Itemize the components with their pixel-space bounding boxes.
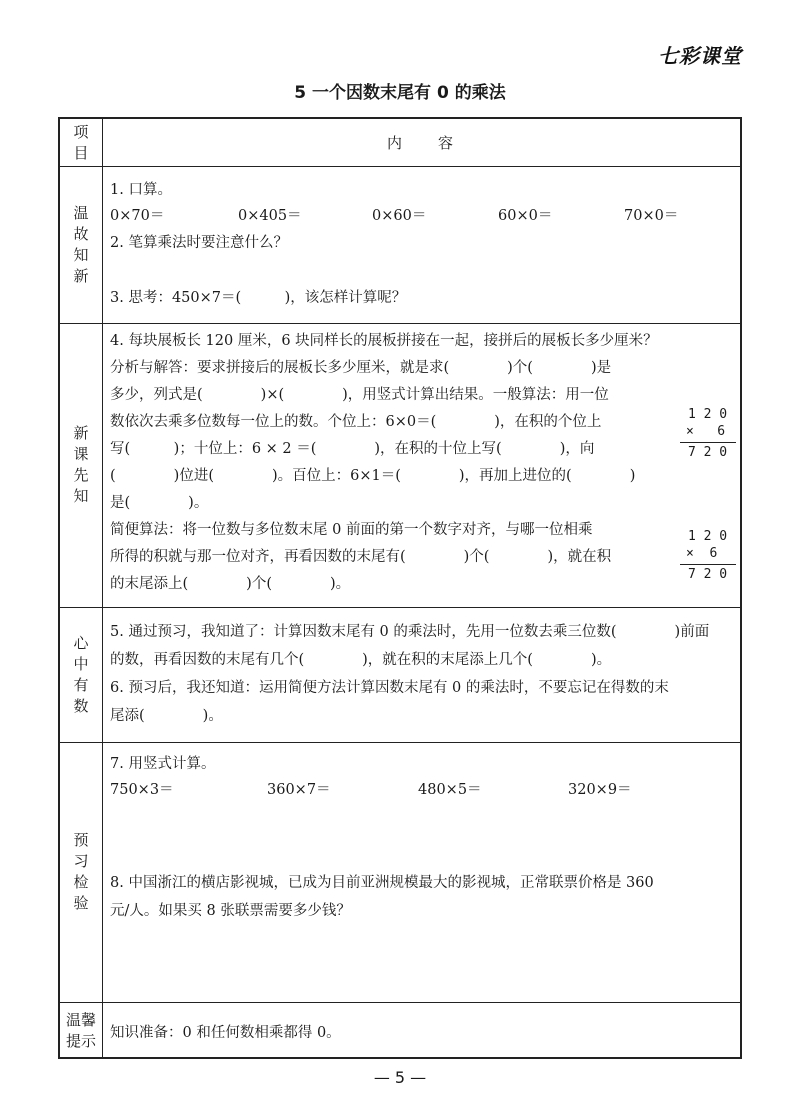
label-char: 知 — [73, 487, 89, 505]
text-line: 简便算法：将一位数与多位数末尾 0 前面的第一个数字对齐，与哪一位相乘 — [110, 522, 593, 538]
text-line: 所得的积就与那一位对齐，再看因数的末尾有( )个( )，就在积 — [110, 549, 612, 565]
section-tips — [110, 1002, 736, 1059]
question-4: 4. 每块展板长 120 厘米，6 块同样长的展板拼接在一起，接拼后的展板长多少厘米？ — [110, 333, 658, 349]
label-char: 有 — [73, 675, 89, 694]
question-8: 8. 中国浙江的横店影视城，已成为目前亚洲规模最大的影视城，正常联票价格是 360 — [110, 875, 654, 891]
section-label-tips — [60, 1002, 102, 1059]
calc-rule — [680, 564, 736, 565]
header-item-label — [60, 119, 102, 166]
calc-multiplier: × 6 — [686, 546, 718, 561]
label-char: 新 — [73, 266, 89, 285]
vertical-calc-1 — [680, 407, 736, 467]
section-label-new-lesson — [60, 323, 102, 607]
text-line: 分析与解答：要求拼接后的展板长多少厘米，就是求( )个( )是 — [110, 360, 612, 376]
text-line: 的末尾添上( )个( )。 — [110, 576, 351, 592]
question-5: 5. 通过预习，我知道了：计算因数末尾有 0 的乘法时，先用一位数去乘三位数( )前面 — [110, 624, 710, 640]
header-content-label: 内 容 — [386, 134, 455, 152]
oral-item: 0×405＝ — [238, 208, 302, 224]
text-line: 数依次去乘多位数每一位上的数。个位上：6×0＝( )，在积的个位上 — [110, 414, 602, 430]
label-char: 提示 — [65, 1031, 96, 1050]
oral-item: 70×0＝ — [624, 208, 679, 224]
header-char: 项 — [73, 122, 89, 141]
text-line: 是( )。 — [110, 495, 209, 511]
section-in-mind — [110, 607, 736, 742]
lesson-table — [58, 117, 742, 1059]
text-line: 写( )；十位上：6 × 2 ＝( )，在积的十位上写( )，向 — [110, 441, 595, 457]
calc-problem: 750×3＝ — [110, 782, 174, 798]
label-char: 温馨 — [65, 1010, 96, 1029]
calc-problem: 480×5＝ — [418, 782, 482, 798]
calc-problem: 360×7＝ — [267, 782, 331, 798]
label-char: 温 — [73, 203, 89, 222]
calc-multiplier: × 6 — [686, 424, 726, 439]
section-label-preview-check — [60, 742, 102, 1002]
page-number: — 5 — — [373, 1068, 427, 1087]
label-char: 新 — [73, 424, 89, 442]
text-line: 元/人。如果买 8 张联票需要多少钱？ — [110, 903, 351, 919]
oral-item: 0×70＝ — [110, 208, 165, 224]
label-char: 课 — [73, 445, 89, 463]
column-divider — [102, 119, 103, 1057]
text-line: ( )位进( )。百位上：6×1＝( )，再加上进位的( ) — [110, 468, 636, 484]
header-char: 目 — [73, 143, 89, 162]
label-char: 心 — [73, 633, 89, 652]
label-char: 先 — [73, 466, 89, 484]
question-7: 7. 用竖式计算。 — [110, 756, 216, 772]
label-char: 检 — [73, 873, 89, 891]
page-title: 5 一个因数末尾有 0 的乘法 — [294, 83, 506, 103]
label-char: 故 — [73, 224, 89, 243]
oral-item: 0×60＝ — [372, 208, 427, 224]
question-3: 3. 思考：450×7＝( )，该怎样计算呢？ — [110, 290, 407, 306]
label-char: 验 — [73, 894, 89, 912]
calc-multiplicand: 1 2 0 — [688, 529, 728, 544]
section-review — [110, 166, 736, 323]
label-char: 预 — [73, 831, 89, 849]
section-label-in-mind — [60, 607, 102, 742]
label-char: 数 — [73, 696, 89, 715]
oral-item: 60×0＝ — [498, 208, 553, 224]
label-char: 知 — [73, 245, 89, 264]
text-line: 的数，再看因数的末尾有几个( )，就在积的末尾添上几个( )。 — [110, 652, 612, 668]
section-preview-check — [110, 742, 736, 1002]
tip-text: 知识准备：0 和任何数相乘都得 0。 — [110, 1025, 341, 1041]
calc-product: 7 2 0 — [688, 445, 728, 460]
calc-rule — [680, 442, 736, 443]
section-label-review — [60, 166, 102, 323]
label-char: 习 — [73, 852, 89, 870]
vertical-calc-2 — [680, 529, 736, 589]
question-6: 6. 预习后，我还知道：运用简便方法计算因数末尾有 0 的乘法时，不要忘记在得数的末 — [110, 680, 669, 696]
question-1: 1. 口算。 — [110, 182, 172, 198]
label-char: 中 — [73, 654, 89, 673]
question-2: 2. 笔算乘法时要注意什么？ — [110, 235, 288, 251]
section-new-lesson — [110, 323, 736, 607]
calc-product: 7 2 0 — [688, 567, 728, 582]
calc-multiplicand: 1 2 0 — [688, 407, 728, 422]
text-line: 多少，列式是( )×( )，用竖式计算出结果。一般算法：用一位 — [110, 387, 609, 403]
text-line: 尾添( )。 — [110, 708, 223, 724]
calc-problem: 320×9＝ — [568, 782, 632, 798]
brand-logo: 七彩课堂 — [658, 44, 742, 68]
